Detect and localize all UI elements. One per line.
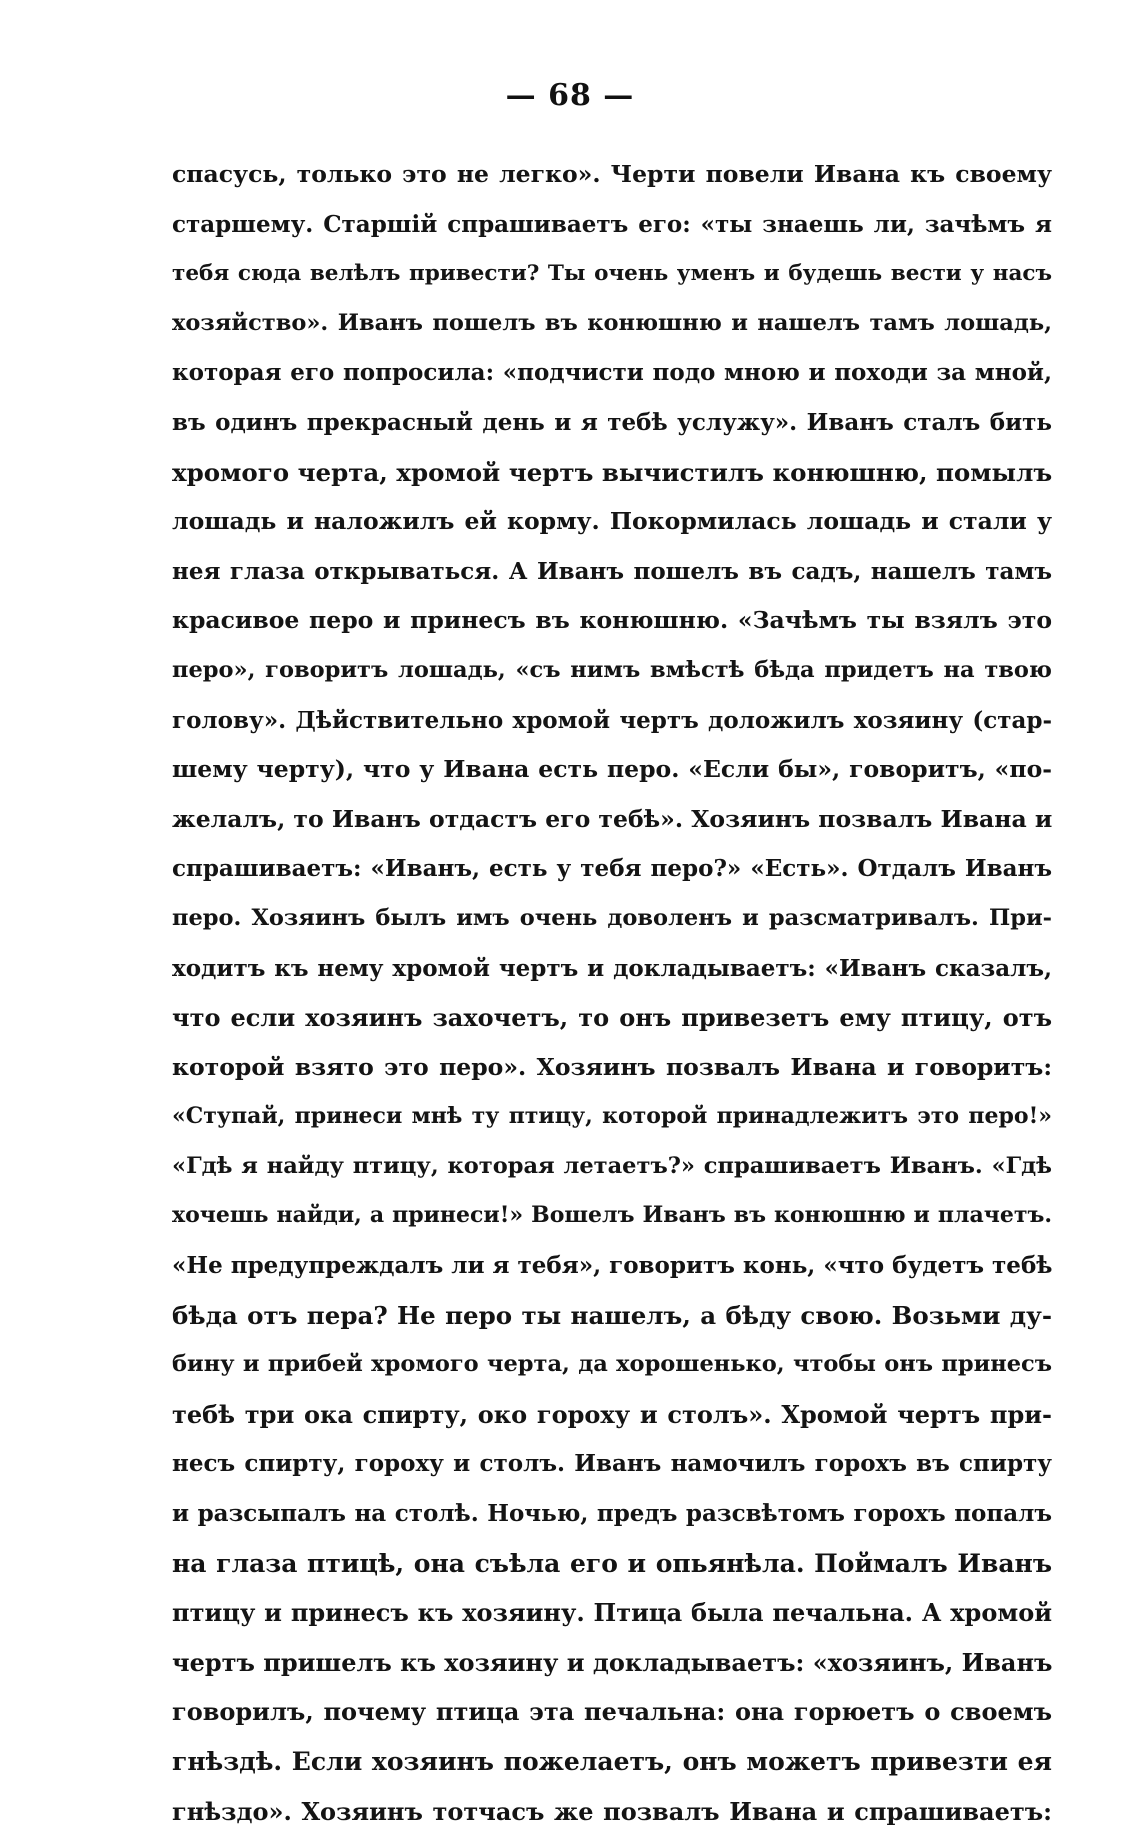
text-line: въ одинъ прекрасный день и я тебѣ услужу». Иванъ сталъ бить: [172, 408, 1052, 436]
text-line: чертъ пришелъ къ хозяину и докладываетъ: «хозяинъ, Иванъ: [172, 1647, 1052, 1677]
text-line: на глаза птицѣ, она съѣла его и опьянѣла. Поймалъ Иванъ: [172, 1548, 1052, 1578]
text-line: хочешь найди, а принеси!» Вошелъ Иванъ въ конюшню и плачетъ.: [172, 1202, 1052, 1229]
text-line: старшему. Старшій спрашиваетъ его: «ты знаешь ли, зачѣмъ я: [172, 210, 1052, 238]
text-line: перо», говоритъ лошадь, «съ нимъ вмѣстѣ бѣда придетъ на твою: [172, 656, 1052, 683]
text-line: «Ступай, принеси мнѣ ту птицу, которой принадлежитъ это перо!»: [172, 1103, 1052, 1130]
text-line: и разсыпалъ на столѣ. Ночью, предъ разсвѣтомъ горохъ попалъ: [172, 1500, 1052, 1528]
text-line: спрашиваетъ: «Иванъ, есть у тебя перо?» «Есть». Отдалъ Иванъ: [172, 855, 1052, 883]
text-line: «Не предупреждалъ ли я тебя», говоритъ конь, «что будетъ тебѣ: [172, 1252, 1052, 1280]
text-line: что если хозяинъ захочетъ, то онъ привезетъ ему птицу, отъ: [172, 1003, 1052, 1033]
text-line: гнѣздо». Хозяинъ тотчасъ же позвалъ Ивана и спрашиваетъ:: [172, 1796, 1052, 1826]
text-line: нея глаза открываться. А Иванъ пошелъ въ садъ, нашелъ тамъ: [172, 557, 1052, 585]
text-line: которая его попросила: «подчисти подо мною и походи за мной,: [172, 359, 1052, 387]
text-line: тебя сюда велѣлъ привести? Ты очень уменъ и будешь вести у насъ: [172, 261, 1052, 287]
text-line: гнѣздѣ. Если хозяинъ пожелаетъ, онъ можетъ привезти ея: [172, 1747, 1052, 1776]
text-line: хромого черта, хромой чертъ вычистилъ конюшню, помылъ: [172, 457, 1052, 487]
text-line: говорилъ, почему птица эта печальна: она горюетъ о своемъ: [172, 1697, 1052, 1727]
text-line: шему черту), что у Ивана есть перо. «Если бы», говоритъ, «по-: [172, 755, 1052, 784]
text-line: птицу и принесъ къ хозяину. Птица была печальна. А хромой: [172, 1598, 1052, 1628]
text-line: ходитъ къ нему хромой чертъ и докладываетъ: «Иванъ сказалъ,: [172, 954, 1052, 982]
body-text: [172, 150, 1052, 1836]
text-line: красивое перо и принесъ въ конюшню. «Зачѣмъ ты взялъ это: [172, 606, 1052, 635]
text-line: «Гдѣ я найду птицу, которая летаетъ?» спрашиваетъ Иванъ. «Гдѣ: [172, 1152, 1052, 1179]
text-line: хозяйство». Иванъ пошелъ въ конюшню и нашелъ тамъ лошадь,: [172, 309, 1052, 336]
text-line: тебѣ три ока спирту, око гороху и столъ». Хромой чертъ при-: [172, 1399, 1052, 1429]
text-line: бину и прибей хромого черта, да хорошенько, чтобы онъ принесъ: [172, 1351, 1052, 1378]
text-line: которой взято это перо». Хозяинъ позвалъ Ивана и говоритъ:: [172, 1052, 1052, 1081]
text-line: лошадь и наложилъ ей корму. Покормилась лошадь и стали у: [172, 507, 1052, 536]
text-line: спасусь, только это не легко». Черти повели Ивана къ своему: [172, 160, 1052, 188]
page-number: — 68 —: [505, 78, 635, 113]
text-line: бѣда отъ пера? Не перо ты нашелъ, а бѣду свою. Возьми ду-: [172, 1300, 1052, 1330]
text-line: голову». Дѣйствительно хромой чертъ доложилъ хозяину (стар-: [172, 706, 1052, 734]
text-line: несъ спирту, гороху и столъ. Иванъ намочилъ горохъ въ спирту: [172, 1450, 1052, 1478]
text-line: перо. Хозяинъ былъ имъ очень доволенъ и разсматривалъ. При-: [172, 904, 1052, 931]
text-line: желалъ, то Иванъ отдастъ его тебѣ». Хозяинъ позвалъ Ивана и: [172, 804, 1052, 833]
